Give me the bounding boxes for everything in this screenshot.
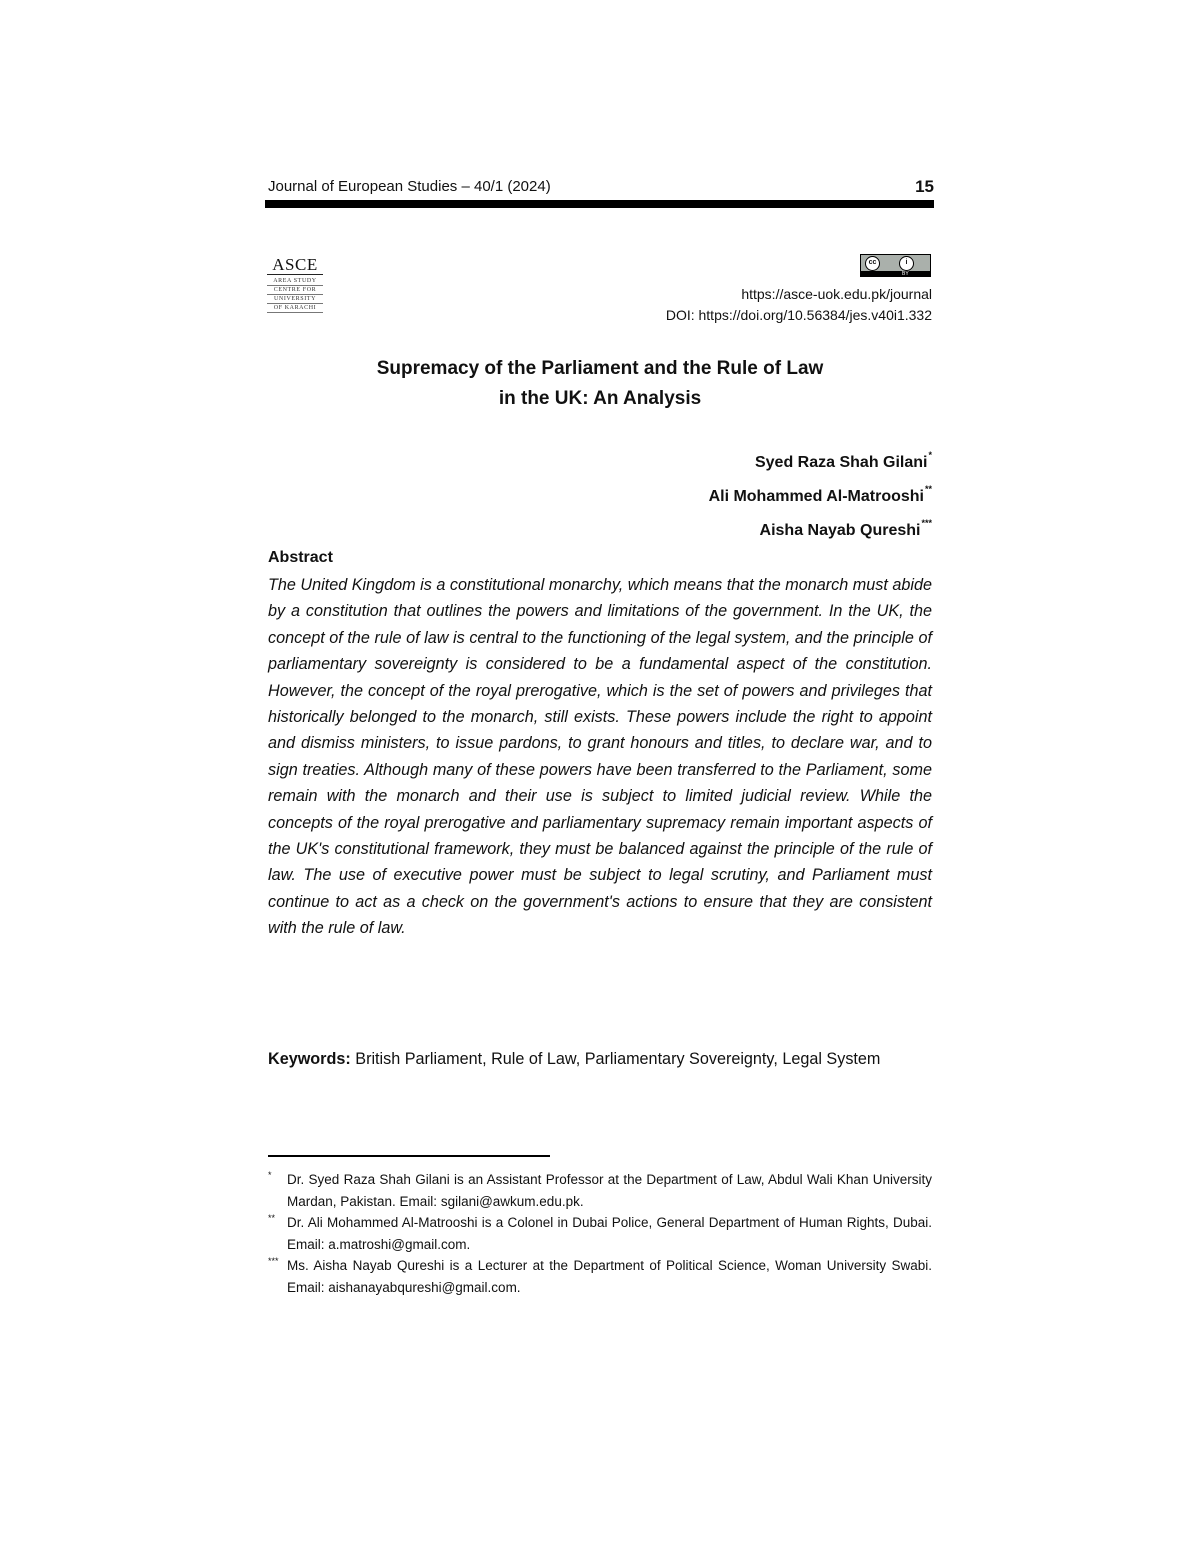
abstract-heading: Abstract	[268, 549, 333, 566]
keywords-text: British Parliament, Rule of Law, Parliamentary Sovereignty, Legal System	[355, 1050, 881, 1068]
footnote-mark: *	[268, 1170, 272, 1180]
running-header	[268, 178, 934, 200]
title-line-2: in the UK: An Analysis	[498, 388, 702, 409]
journal-url-link[interactable]: https://asce-uok.edu.pk/journal	[741, 286, 932, 302]
footnote-separator	[268, 1155, 550, 1157]
author-list	[709, 442, 932, 544]
asce-logo	[267, 256, 323, 324]
footnotes	[268, 1169, 932, 1298]
doi-link[interactable]: DOI: https://doi.org/10.56384/jes.v40i1.332	[665, 307, 932, 323]
license-label: BY	[902, 271, 909, 277]
footnote: * Dr. Syed Raza Shah Gilani is an Assistant Professor at the Department of Law, Abdul Wali Khan University Mardan, Pakistan. Email: sgilani@awkum.edu.pk.	[268, 1169, 932, 1212]
author-footnote-mark: *	[928, 450, 932, 460]
article-links	[666, 284, 932, 326]
header-rule	[265, 200, 934, 208]
author-name: Aisha Nayab Qureshi***	[759, 518, 932, 539]
logo-title: ASCE	[267, 256, 323, 275]
author-name: Ali Mohammed Al-Matrooshi**	[708, 484, 932, 505]
author-name: Syed Raza Shah Gilani*	[754, 450, 932, 471]
logo-subtext: AREA STUDY CENTRE FOR UNIVERSITY OF KARACHI	[267, 277, 323, 313]
keywords	[268, 1046, 932, 1072]
cc-icon: cc	[865, 256, 880, 271]
footnote: ** Dr. Ali Mohammed Al-Matrooshi is a Colonel in Dubai Police, General Department of Human Rights, Dubai. Email: a.matroshi@gmail.com.	[268, 1212, 932, 1255]
page-number: 15	[915, 177, 934, 196]
footnote: *** Ms. Aisha Nayab Qureshi is a Lecturer at the Department of Political Science, Woman University Swabi. Email: aishanayabqureshi@gmail.com.	[268, 1255, 932, 1298]
abstract-text: The United Kingdom is a constitutional monarchy, which means that the monarch must abide by a constitution that outlines the powers and limitations of the government. In the UK, the concept of the rule of law is central to the functioning of the legal system, and the principle of parliamentary sovereignty is considered to be a fundamental aspect of the constitution. However, the concept of the royal prerogative, which is the set of powers and privileges that historically belonged to the monarch, still exists. These powers include the right to appoint and dismiss ministers, to issue pardons, to grant honours and titles, to declare war, and to sign treaties. Although many of these powers have been transferred to the Parliament, some remain with the monarch and their use is subject to limited judicial review. While the concepts of the royal prerogative and parliamentary supremacy remain important aspects of the UK's constitutional framework, they must be balanced against the principle of the rule of law. The use of executive power must be subject to legal scrutiny, and Parliament must continue to act as a check on the government's actions to ensure that they are consistent with the rule of law.	[268, 576, 932, 938]
license-bar	[861, 271, 930, 276]
footnote-mark: ***	[268, 1256, 279, 1266]
keywords-label: Keywords:	[268, 1050, 351, 1068]
footnote-mark: **	[268, 1213, 276, 1223]
title-line-1: Supremacy of the Parliament and the Rule of Law	[376, 358, 824, 379]
author-footnote-mark: ***	[921, 518, 932, 528]
author-footnote-mark: **	[924, 484, 932, 494]
cc-by-license-icon[interactable]	[860, 254, 931, 277]
attribution-icon: i	[899, 256, 914, 271]
journal-name: Journal of European Studies – 40/1 (2024)	[268, 178, 551, 195]
article-title	[268, 354, 932, 414]
